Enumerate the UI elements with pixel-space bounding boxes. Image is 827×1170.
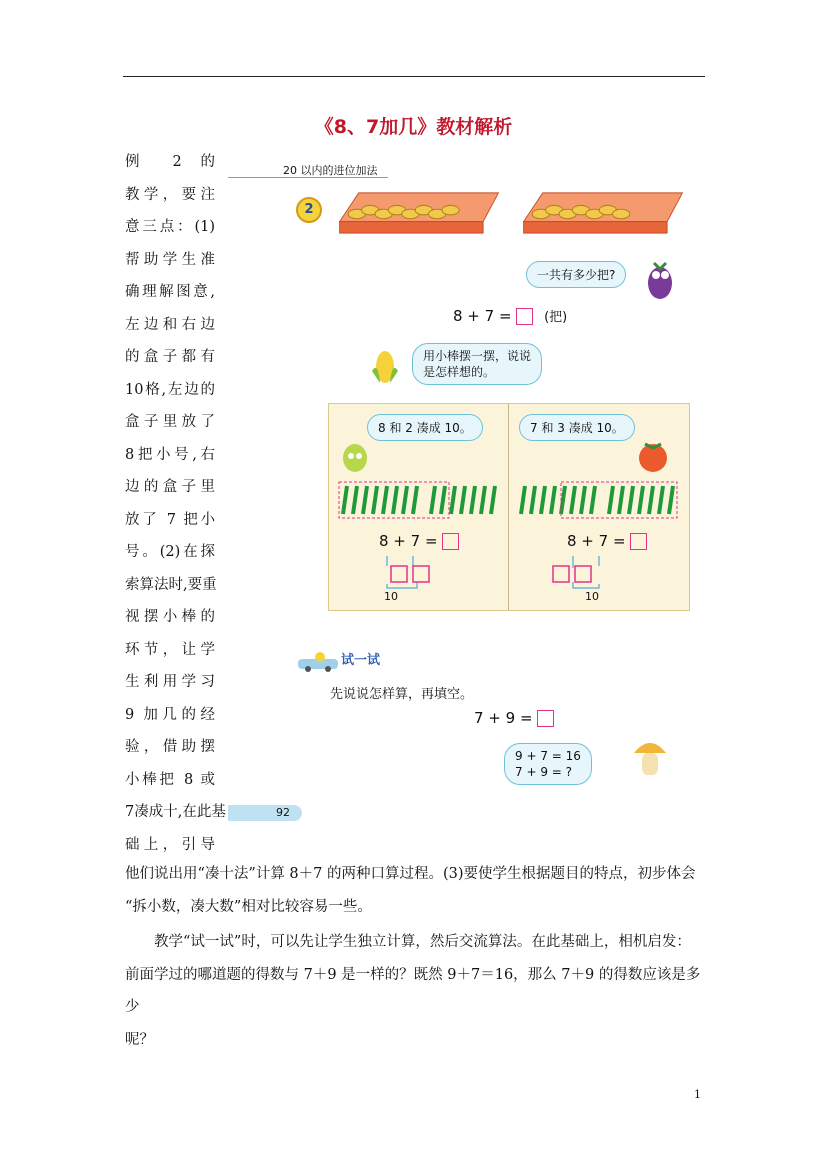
stick — [461, 486, 465, 514]
right-horn-box — [520, 191, 686, 235]
stick — [441, 486, 445, 514]
paragraph-1 — [125, 858, 707, 923]
stick — [413, 486, 417, 514]
try-section-header — [296, 645, 406, 675]
left-column-text — [125, 146, 226, 861]
text-line: 帮助学生准 — [125, 251, 215, 268]
stick — [609, 486, 613, 514]
stick — [649, 486, 653, 514]
right-panel-equation: 8 + 7 = — [567, 532, 647, 550]
text-line: 教学“试一试”时，可以先让学生独立计算，然后交流算法。在此基础上，相机启发： — [154, 934, 691, 950]
book-page-tab: 92 — [228, 805, 302, 821]
text-line: 小棒把 8 或 — [125, 771, 215, 788]
corn-character-icon — [368, 341, 402, 389]
stick — [451, 486, 455, 514]
header-rule — [123, 76, 705, 77]
right-panel-bubble: 7 和 3 凑成 10。 — [519, 414, 635, 441]
pear-character-icon — [339, 434, 371, 474]
left-sticks — [337, 480, 503, 520]
left-horn-box — [336, 191, 502, 235]
text-line: 10格,左边的 — [125, 381, 215, 398]
text-line: 号。(2)在探 — [125, 544, 215, 560]
left-panel-equation: 8 + 7 = — [379, 532, 459, 550]
stick — [531, 486, 535, 514]
stick — [619, 486, 623, 514]
page-title: 《8、7加几》教材解析 — [314, 116, 513, 138]
text-line: 盒子里放了 — [125, 414, 215, 430]
text-line: 前面学过的哪道题的得数与 7＋9 是一样的？既然 9＋7＝16，那么 7＋9 的得数应该是多少 — [125, 966, 701, 1015]
right-decompose-diagram — [549, 554, 609, 602]
text-line: 生利用学习 — [125, 674, 215, 690]
text-line: 确理解图意, — [125, 284, 215, 300]
mushroom-character-icon — [630, 733, 670, 781]
text-line: 视摆小棒的 — [125, 609, 215, 625]
stick — [471, 486, 475, 514]
try-instruction: 先说说怎样算，再填空。 — [330, 687, 474, 702]
try-label: 试一试 — [341, 653, 381, 668]
text-line: 验，借助摆 — [125, 739, 215, 755]
text-line: 例 2 的 — [125, 154, 215, 170]
text-line: 放了 7 把小 — [125, 511, 215, 528]
text-line: 8把小号,右 — [125, 446, 215, 463]
stick — [561, 486, 565, 514]
stick — [629, 486, 633, 514]
page-number: 1 — [694, 1088, 701, 1101]
text-line: 索算法时,要重 — [125, 576, 217, 593]
panel-divider — [508, 404, 509, 610]
text-line: 教学，要注 — [125, 186, 215, 203]
stick — [521, 486, 525, 514]
stick — [403, 486, 407, 514]
stick — [383, 486, 387, 514]
stick — [669, 486, 673, 514]
figure-header — [228, 155, 388, 178]
question-bubble: 一共有多少把? — [526, 261, 626, 288]
try-answer-box[interactable] — [537, 710, 554, 727]
left-panel-bubble: 8 和 2 凑成 10。 — [367, 414, 483, 441]
text-line: 9 加几的经 — [125, 706, 215, 723]
right-answer-box[interactable] — [630, 533, 647, 550]
stick — [491, 486, 495, 514]
method-panel — [328, 403, 690, 611]
stick — [581, 486, 585, 514]
text-line: 的盒子都有 — [125, 349, 215, 365]
text-line: “拆小数，凑大数”相对比较容易一些。 — [125, 898, 372, 915]
stick — [591, 486, 595, 514]
stick — [431, 486, 435, 514]
right-ten-label: 10 — [585, 590, 599, 603]
example-number-badge: 2 — [296, 197, 322, 223]
left-answer-box[interactable] — [442, 533, 459, 550]
stick — [373, 486, 377, 514]
text-line: 环节，让学 — [125, 641, 215, 658]
stick — [363, 486, 367, 514]
answer-box[interactable] — [516, 308, 533, 325]
textbook-figure — [228, 155, 698, 825]
car-icon — [296, 651, 340, 673]
stick — [393, 486, 397, 514]
text-line: 础上，引导 — [125, 836, 215, 853]
text-line: 边的盒子里 — [125, 479, 215, 495]
main-equation: 8 + 7 = (把) — [453, 307, 568, 325]
text-line: 呢？ — [125, 1031, 154, 1048]
stick — [541, 486, 545, 514]
stick — [481, 486, 485, 514]
stick — [353, 486, 357, 514]
left-ten-label: 10 — [384, 590, 398, 603]
right-sticks — [515, 480, 681, 520]
figure-header-label: 20 以内的进位加法 — [283, 164, 378, 177]
stick — [639, 486, 643, 514]
stick — [551, 486, 555, 514]
stick — [659, 486, 663, 514]
text-line: 左边和右边 — [125, 316, 215, 333]
paragraph-2 — [125, 926, 707, 1056]
stick — [343, 486, 347, 514]
hint-bubble: 用小棒摆一摆，说说 是怎样想的。 — [412, 343, 542, 385]
tomato-character-icon — [635, 434, 671, 474]
stick — [571, 486, 575, 514]
try-equation: 7 + 9 = — [474, 709, 554, 727]
text-line: 他们说出用“凑十法”计算 8＋7 的两种口算过程。(3)要使学生根据题目的特点，初步体会 — [125, 866, 696, 882]
eggplant-character-icon — [640, 255, 680, 305]
text-line: 7凑成十,在此基 — [125, 804, 226, 820]
try-bubble: 9 + 7 = 16 7 + 9 = ? — [504, 743, 592, 785]
text-line: 意三点：(1) — [125, 219, 215, 235]
